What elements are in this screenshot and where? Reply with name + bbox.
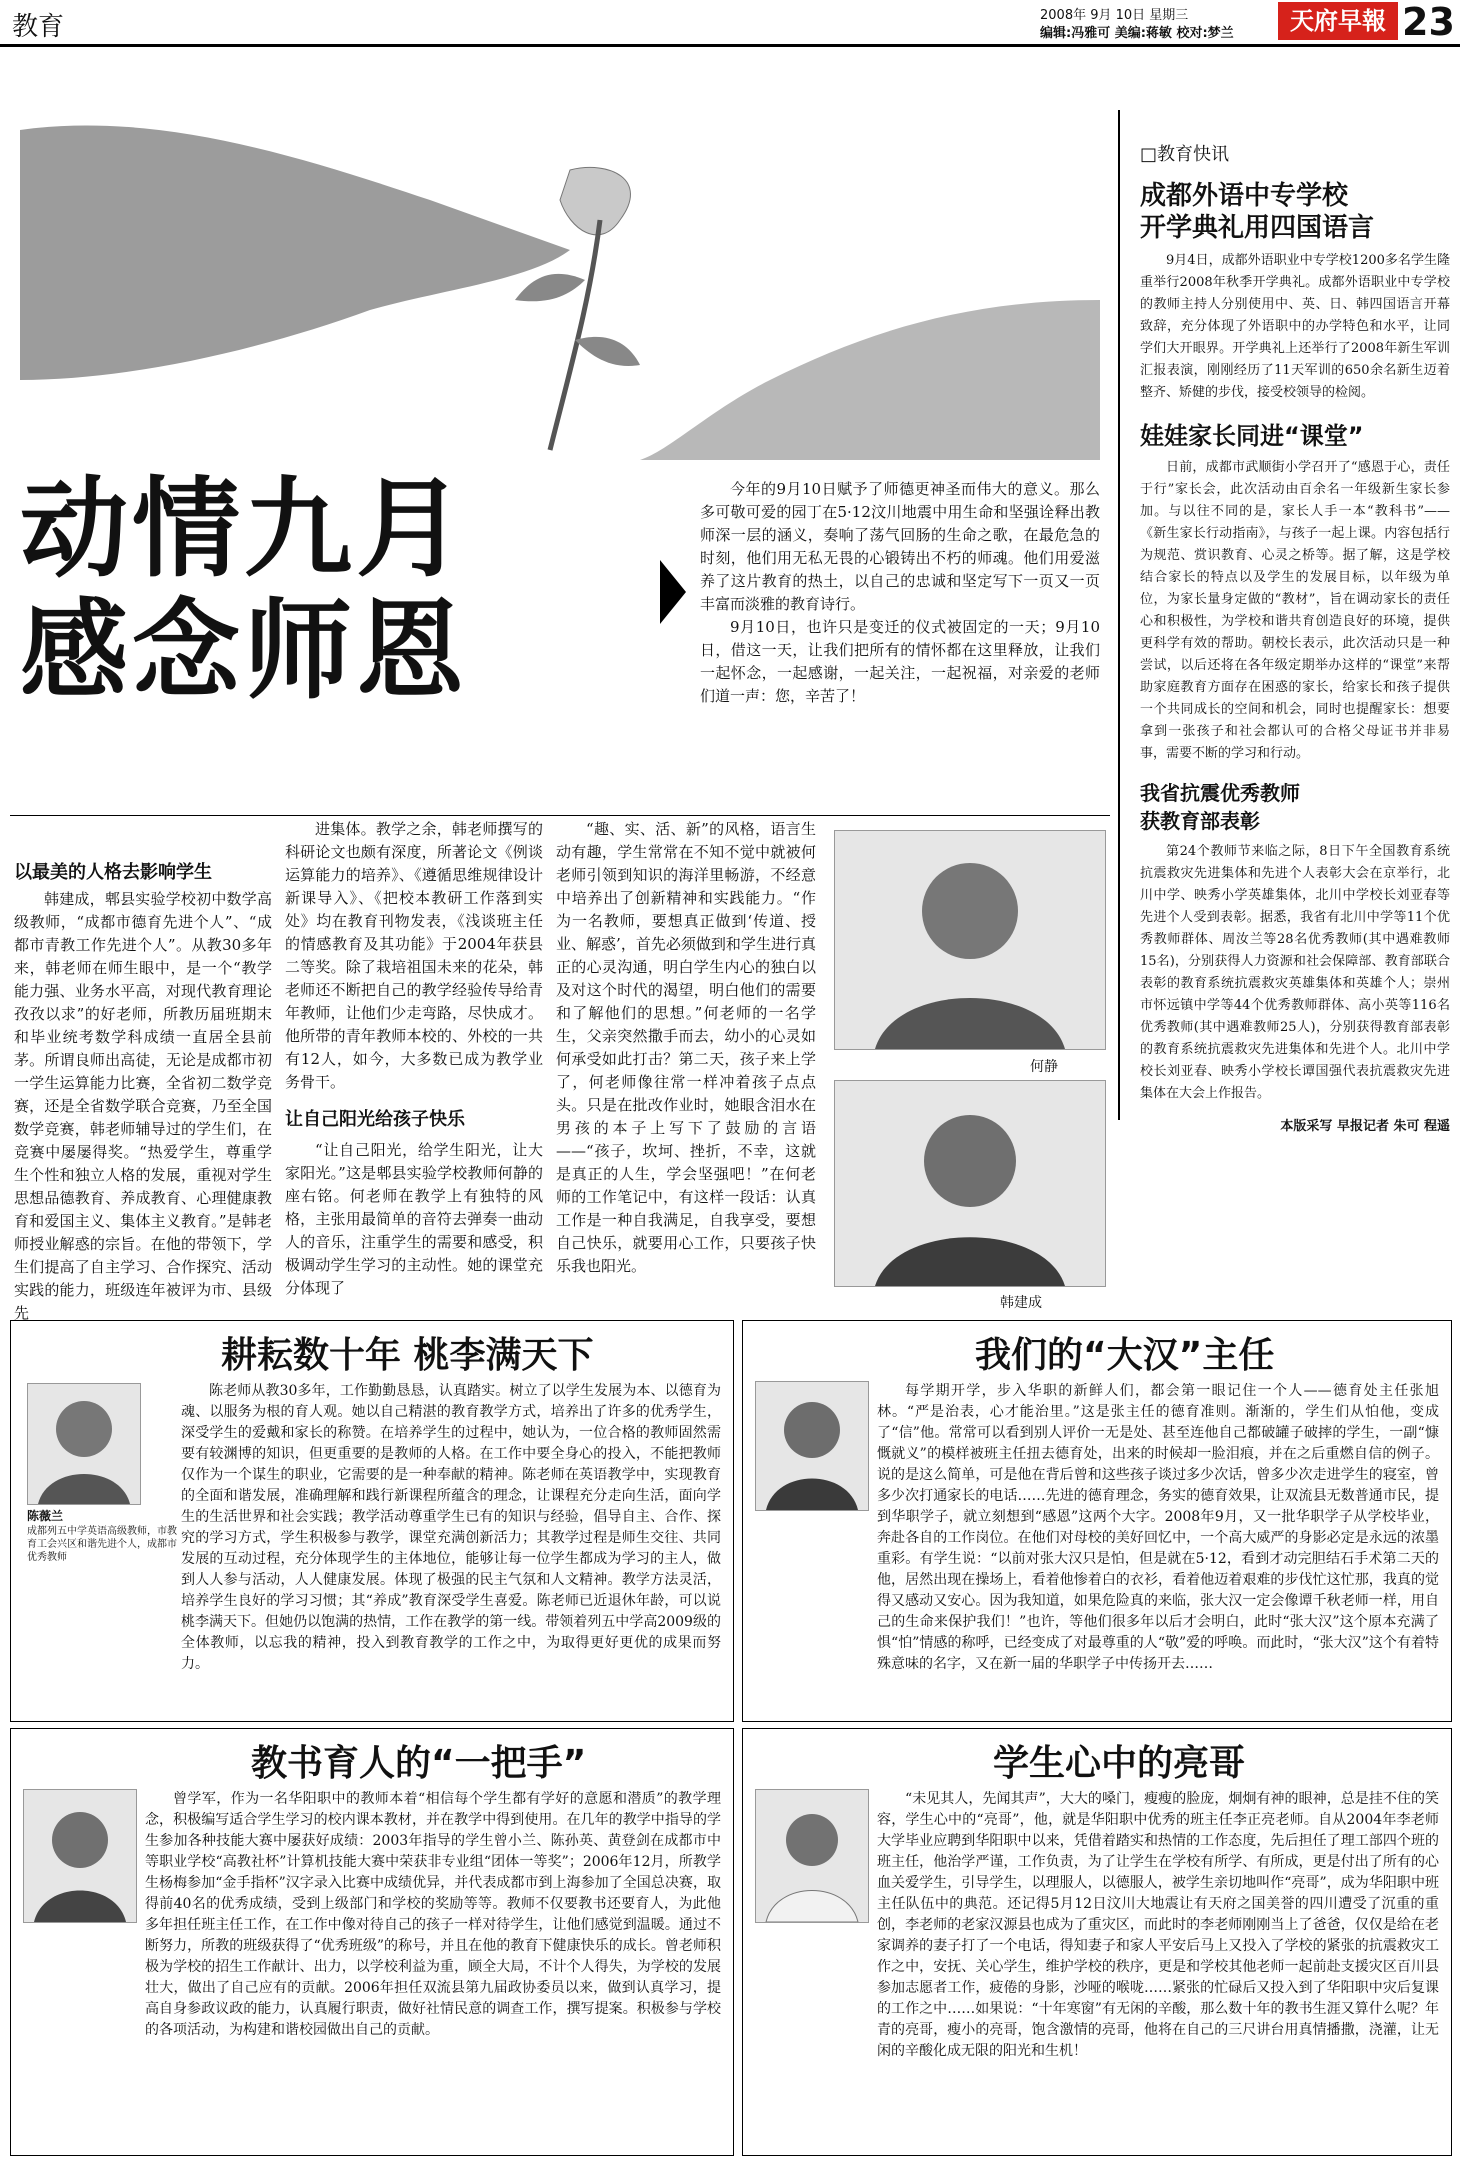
story-box-d [742, 1728, 1452, 2156]
story-box-a [10, 1320, 734, 1722]
box-b-photo [755, 1381, 869, 1511]
box-b-text-p: 每学期开学，步入华职的新鲜人们，都会第一眼记住一个人——德育处主任张旭林。“严是治表，心才能治里。”这是张主任的德育准则。渐渐的，学生们从怕他，变成了“信”他。常常可以看到别人评价一无是处、甚至连他自己都破罐子破摔的学生，一副“慷慨就义”的模样被班主任扭去德育处，出来的时候却一脸泪痕，并在之后重燃自信的例子。说的是这么简单，可是他在背后曾和这些孩子谈过多少次话，曾多少次走进学生的寝室，曾多少次打通家长的电话……先进的德育理念，务实的德育效果，让双流县无数普通市民，提到华职学子，就立刻想到“感恩”这两个大字。2008年9月，又一批华职学子从学校毕业，奔赴各自的工作岗位。在他们对母校的美好回忆中，一个高大威严的身影必定是永远的浓墨重彩。有学生说：“以前对张大汉只是怕，但是就在5·12，看到才动完胆结石手术第二天的他，居然出现在操场上，看着他惨着白的衣衫，看着他迈着艰难的步伐忙这忙那，我真的觉得又感动又安心。因为我知道，如果危险真的来临，张大汉一定会像谭千秋老师一样，用自己的生命来保护我们！”也许，等他们很多年以后才会明白，此时“张大汉”这个原本充满了惧“怕”情感的称呼，已经变成了对最尊重的人“敬”爱的呼唤。而此时，“张大汉”这个有着特殊意味的名字，又在新一届的华职学子中传扬开去…… [877, 1383, 1439, 1672]
box-a-title: 耕耘数十年 桃李满天下 [221, 1335, 594, 1376]
brief-byline: 本版采写 早报记者 朱可 程遥 [1280, 1119, 1450, 1134]
main-top-rule [10, 815, 1110, 816]
brief-body-2 [1140, 457, 1450, 765]
story-box-b [742, 1320, 1452, 1722]
brief-headline-2: 娃娃家长同进“课堂” [1140, 422, 1364, 450]
photo-caption-han-jiancheng: 韩建成 [1000, 1295, 1042, 1311]
brief-body-1-p: 9月4日，成都外语职业中专学校1200多名学生隆重举行2008年秋季开学典礼。成都外语职业中专学校的教师主持人分别使用中、英、日、韩四国语言开幕致辞，充分体现了外语职中的办学特色和水平，让同学们大开眼界。开学典礼上还举行了2008年新生军训汇报表演，刚刚经历了11天军训的650余名新生迈着整齐、矫健的步伐，接受校领导的检阅。 [1140, 253, 1450, 400]
box-a-text [181, 1381, 721, 1675]
box-a-text-p: 陈老师从教30多年，工作勤勤恳恳，认真踏实。树立了以学生发展为本、以德育为魂、以服务为根的育人观。她以自己精湛的教育教学方式，培养出了许多的优秀学生，深受学生的爱戴和家长的称赞。在培养学生的过程中，她认为，一位合格的教师固然需要有较渊博的知识，但更重要的是教师的人格。在工作中要全身心的投入，不能把教师仅作为一个谋生的职业，它需要的是一种奉献的精神。陈老师在英语教学中，实现教育的全面和谐发展，准确理解和践行新课程所蕴含的理念，让课程充分走向生活，面向学生的生活世界和社会实践；教学活动尊重学生已有的知识与经验，倡导自主、合作、探究的学习方式，学生积极参与教学，课堂充满创新活力；其教学过程是师生交往、共同发展的互动过程，充分体现学生的主体地位，能够让每一位学生都成为学习的主人，做到人人参与活动，人人健康发展。体现了极强的民主气氛和人文精神。教学方法灵活，培养学生良好的学习习惯；其“养成”教育深受学生喜爱。陈老师已近退休年龄，可以说桃李满天下。但她仍以饱满的热情，工作在教学的第一线。带领着列五中学高2009级的全体教师，以忘我的精神，投入到教育教学的工作之中，为取得更好更优的成果而努力。 [181, 1383, 721, 1672]
hero-title-line1: 动情九月 [20, 467, 469, 592]
brief-column [1140, 140, 1450, 1134]
main-column-3 [556, 818, 816, 1278]
box-b-title: 我们的“大汉”主任 [975, 1335, 1275, 1376]
hero-intro-p1: 今年的9月10日赋予了师德更神圣而伟大的意义。那么多可敬可爱的园丁在5·12汶川地震中用生命和坚强诠释出教师深一层的涵义，奏响了荡气回肠的生命之歌，在最危急的时刻，他们用无私无畏的心锻铸出不朽的师魂。他们用爱滋养了这片教育的热土，以自己的忠诚和坚定写下一页又一页丰富而淡雅的教育诗行。 [700, 480, 1100, 613]
box-c-text-p: 曾学军，作为一名华阳职中的教师本着“相信每个学生都有学好的意愿和潜质”的教学理念，积极编写适合学生学习的校内课本教材，并在教学中得到使用。在几年的教学中指导的学生参加各种技能大赛中屡获好成绩：2003年指导的学生曾小兰、陈孙英、黄登剑在成都市中等职业学校“高教社杯”计算机技能大赛中荣获非专业组“团体一等奖”；2006年12月，所教学生杨梅参加“金手指杯”汉字录入比赛中成绩优异，并代表成都市到上海参加了全国总决赛，取得前40名的优秀成绩，受到上级部门和学校的奖励等等。教师不仅要教书还要育人，为此他多年担任班主任工作，在工作中像对待自己的孩子一样对待学生，让他们感觉到温暖。通过不断努力，所教的班级获得了“优秀班级”的称号，并且在他的教育下健康快乐的成长。曾老师积极为学校的招生工作献计、出力，以学校利益为重，顾全大局，不计个人得失，为学校的发展壮大，做出了自己应有的贡献。2006年担任双流县第九届政协委员以来，做到认真学习，提高自身参政议政的能力，认真履行职责，做好社情民意的调查工作，撰写提案。积极参与学校的各项活动，为构建和谐校园做出自己的贡献。 [145, 1791, 721, 2038]
box-b-text [877, 1381, 1439, 1675]
brief-body-1 [1140, 250, 1450, 404]
brief-headline-3b: 获教育部表彰 [1140, 809, 1260, 833]
box-d-text-p: “未见其人，先闻其声”，大大的嗓门，瘦瘦的脸庞，炯炯有神的眼神，总是挂不住的笑容，学生心中的“亮哥”，他，就是华阳职中优秀的班主任李正亮老师。自从2004年李老师大学毕业应聘到华阳职中以来，凭借着踏实和热情的工作态度，先后担任了理工部四个班的班主任，他治学严谨，工作负责，为了让学生在学校有所学、有所成，更是付出了所有的心血关爱学生，引导学生，以理服人，以德服人，被学生亲切地叫作“亮哥”，成为华阳职中班主任队伍中的典范。还记得5月12日汶川大地震让有天府之国美誉的四川遭受了沉重的重创，李老师的老家汉源县也成为了重灾区，而此时的李老师刚刚当上了爸爸，仅仅是给在老家调养的妻子打了一个电话，得知妻子和家人平安后马上又投入了学校的紧张的抗震救灾工作之中，安抚、关心学生，维护学校的秩序，更是和学校其他老师一起前赴支援灾区百川县参加志愿者工作，疲倦的身影，沙哑的喉咙……紧张的忙碌后又投入到了华阳职中灾后复课的工作之中……如果说：“十年寒窗”有无闲的辛酸，那么数十年的教书生涯又算什么呢？年青的亮哥，瘦小的亮哥，饱含激情的亮哥，他将在自己的三尺讲台用真情播撒，浇灌，让无闲的辛酸化成无限的阳光和生机！ [877, 1791, 1439, 2059]
arrow-icon [660, 560, 686, 624]
header-rule [0, 44, 1460, 47]
box-d-photo [755, 1789, 869, 1923]
brief-headline-1b: 开学典礼用四国语言 [1140, 213, 1375, 243]
main-column-1 [14, 888, 272, 1325]
box-d-title: 学生心中的亮哥 [993, 1743, 1246, 1784]
main-column-2b-p: “让自己阳光，给学生阳光，让大家阳光。”这是郫县实验学校教师何静的座右铭。何老师在教学上有独特的风格，主张用最简单的音符去弹奏一曲动人的音乐，注重学生的需要和感受，积极调动学生学习的主动性。她的课堂充分体现了 [285, 1141, 543, 1297]
brief-body-2-p: 日前，成都市武顺街小学召开了“感恩于心，责任于行”家长会，此次活动由百余名一年级新生家长参加。与以往不同的是，家长人手一本“教科书”——《新生家长行动指南》，与孩子一起上课。内容包括行为规范、赏识教育、心灵之桥等。据了解，这是学校结合家长的特点以及学生的发展目标，以年级为单位，为家长量身定做的“教材”，旨在调动家长的责任心和积极性，为学校和谐共育创造良好的环境，提供更科学有效的帮助。朝校长表示，此次活动只是一种尝试，以后还将在各年级定期举办这样的“课堂”来帮助家庭教育方面存在困惑的家长，给家长和孩子提供一个共同成长的空间和机会，同时也提醒家长：想要拿到一张孩子和社会都认可的合格父母证书并非易事，需要不断的学习和行动。 [1140, 460, 1450, 761]
issue-date: 2008年 9月 10日 星期三 [1040, 8, 1189, 23]
main-column-2-p: 进集体。教学之余，韩老师撰写的科研论文也颇有深度，所著论文《例谈运算能力的培养》、《遵循思维规律设计新课导入》、《把校本教研工作落到实处》均在教育刊物发表，《浅谈班主任的情感教育及其功能》于2004年获县二等奖。除了栽培祖国未来的花朵，韩老师还不断把自己的教学经验传导给青年教师，让他们少走弯路，尽快成才。他所带的青年教师本校的、外校的一共有12人，如今，大多数已成为教学业务骨干。 [285, 820, 543, 1091]
main-subhead-1: 以最美的人格去影响学生 [14, 862, 212, 883]
main-subhead-2: 让自己阳光给孩子快乐 [285, 1109, 465, 1130]
box-d-text [877, 1789, 1439, 2062]
box-c-title: 教书育人的“一把手” [251, 1743, 587, 1784]
hero-title-line2: 感念师恩 [20, 589, 469, 714]
box-a-photo-caption: 陈薇兰 [27, 1509, 64, 1523]
box-c-photo [23, 1789, 137, 1923]
hero-image [10, 50, 1100, 470]
right-column-divider [1118, 110, 1120, 1120]
editors-line: 编辑:冯雅可 美编:蒋敏 校对:梦兰 [1040, 26, 1234, 41]
teacher-photo-han-jiancheng [834, 1080, 1106, 1287]
brief-headline-1a: 成都外语中专学校 [1140, 181, 1349, 211]
hero-intro-p2: 9月10日，也许只是变迁的仪式被固定的一天；9月10日，借这一天，让我们把所有的情怀都在这里释放，让我们一起怀念，一起感谢，一起关注，一起祝福，对亲爱的老师们道一声：您，辛苦了！ [700, 618, 1100, 705]
box-c-text [145, 1789, 721, 2041]
brief-headline-3a: 我省抗震优秀教师 [1140, 781, 1300, 805]
brand-logo: 天府早報 [1278, 2, 1398, 40]
brief-body-3-p: 第24个教师节来临之际，8日下午全国教育系统抗震救灾先进集体和先进个人表彰大会在京举行，北川中学、映秀小学英雄集体，北川中学校长刘亚春等先进个人受到表彰。据悉，我省有北川中学等11个优秀教师群体、周汝兰等28名优秀教师(其中遇难教师15名)，分别获得人力资源和社会保障部、教育部联合表彰的教育系统抗震救灾英雄集体和英雄个人；崇州市怀远镇中学等44个优秀教师群体、高小英等116名优秀教师(其中遇难教师25人)，分别获得教育部表彰的教育系统抗震救灾先进集体和先进个人。北川中学校长刘亚春、映秀小学校长谭国强代表抗震救灾先进集体在大会上作报告。 [1140, 844, 1450, 1101]
page-number: 23 [1402, 0, 1455, 44]
teacher-photo-he-jing [834, 830, 1106, 1050]
box-a-photo [27, 1383, 141, 1505]
hero-intro [700, 478, 1100, 708]
brief-body-3 [1140, 841, 1450, 1105]
photo-caption-he-jing: 何静 [1030, 1059, 1058, 1075]
box-a-photo-note: 成都列五中学英语高级教师，市教育工会兴区和谐先进个人，成都市优秀教师 [27, 1526, 177, 1563]
main-column-2 [285, 818, 543, 1300]
main-column-1-p: 韩建成，郫县实验学校初中数学高级教师，“成都市德育先进个人”、“成都市青教工作先进个人”。从教30多年来，韩老师在师生眼中，是一个“教学能力强、业务水平高，对现代教育理论孜孜以求”的好老师，所教历届班期末和毕业统考数学科成绩一直居全县前茅。所谓良师出高徒，无论是成都市初一学生运算能力比赛，全省初二数学竞赛，还是全省数学联合竞赛，乃至全国数学竞赛，韩老师辅导过的学生们，在竞赛中屡屡得奖。“热爱学生，尊重学生个性和独立人格的发展，重视对学生思想品德教育、养成教育、心理健康教育和爱国主义、集体主义教育。”是韩老师授业解惑的宗旨。在他的带领下，学生们提高了自主学习、合作探究、活动实践的能力，班级连年被评为市、县级先 [14, 890, 272, 1322]
story-box-c [10, 1728, 734, 2156]
brief-label: □教育快讯 [1140, 144, 1230, 165]
section-name: 教育 [12, 12, 65, 42]
main-column-3-p: “趣、实、活、新”的风格，语言生动有趣，学生常常在不知不觉中就被何老师引领到知识的海洋里畅游，不经意中培养出了创新精神和实践能力。“作为一名教师，要想真正做到‘传道、授业、解惑’，首先必须做到和学生进行真正的心灵沟通，明白学生内心的独白以及对这个时代的渴望，明白他们的需要和了解他们的思想。”何老师的一名学生，父亲突然撒手而去，幼小的心灵如何承受如此打击？第二天，孩子来上学了，何老师像往常一样冲着孩子点点头。只是在批改作业时，她眼含泪水在男孩的本子上写下了鼓励的言语——“孩子，坎坷、挫折，不幸，这就是真正的人生，学会坚强吧！”在何老师的工作笔记中，有这样一段话：认真工作是一种自我满足，自我享受，要想自己快乐，就要用心工作，只要孩子快乐我也阳光。 [556, 820, 816, 1275]
